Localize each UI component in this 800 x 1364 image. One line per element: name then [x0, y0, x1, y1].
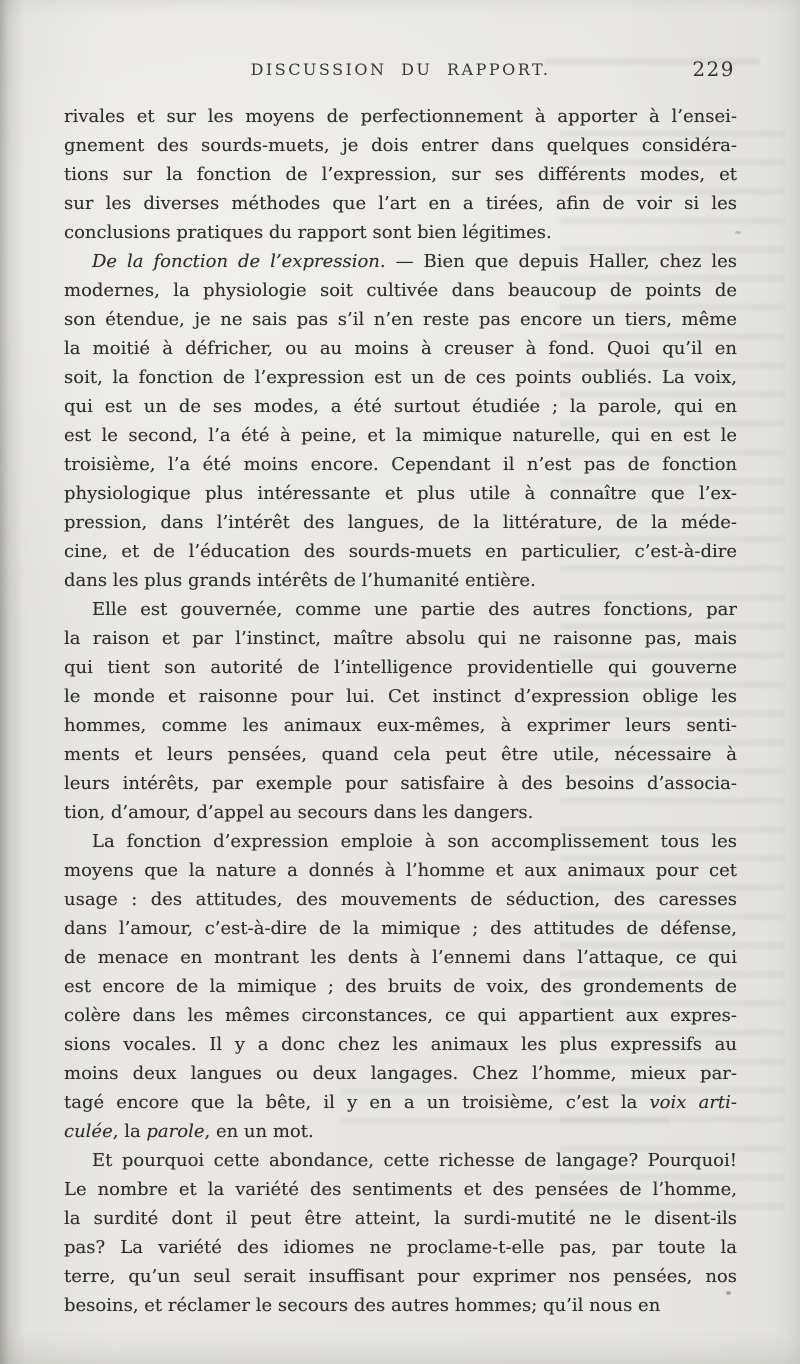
text-line — [64, 363, 737, 392]
text-line — [64, 769, 737, 798]
text-segment: besoins, et réclamer le secours des autres hommes; qu’il nous en — [64, 1295, 661, 1316]
text-line — [64, 131, 737, 160]
text-segment: Elle est gouvernée, comme une partie des autres fonctions, par — [92, 599, 737, 620]
text-segment: est encore de la mimique ; des bruits de voix, des grondements de — [64, 976, 737, 997]
text-segment: modernes, la physiologie soit cultivée dans beaucoup de points de — [64, 280, 737, 301]
text-line — [64, 479, 737, 508]
paragraph — [64, 827, 737, 1146]
text-line — [64, 189, 737, 218]
text-line — [64, 682, 737, 711]
text-line — [64, 972, 737, 1001]
text-segment: le monde et raisonne pour lui. Cet instinct d’expression oblige les — [64, 686, 737, 707]
text-line — [64, 885, 737, 914]
text-segment: tion, d’amour, d’appel au secours dans les dangers. — [64, 802, 534, 823]
text-line — [64, 1059, 737, 1088]
text-segment: qui est un de ses modes, a été surtout étudiée ; la parole, qui en — [64, 396, 737, 417]
text-segment: Et pourquoi cette abondance, cette richesse de langage? Pourquoi! — [92, 1150, 737, 1171]
text-line — [64, 537, 737, 566]
text-line — [64, 1088, 737, 1117]
text-line — [64, 1001, 737, 1030]
paragraph — [64, 247, 737, 595]
text-segment: physiologique plus intéressante et plus utile à connaître que l’ex- — [64, 483, 737, 504]
text-segment: usage : des attitudes, des mouvements de séduction, des caresses — [64, 889, 737, 910]
text-segment: terre, qu’un seul serait insuffisant pour exprimer nos pensées, nos — [64, 1266, 737, 1287]
text-segment: , en un mot. — [204, 1121, 314, 1142]
text-segment: La fonction d’expression emploie à son accomplissement tous les — [92, 831, 737, 852]
text-line — [64, 450, 737, 479]
text-line — [64, 1262, 737, 1291]
text-line — [64, 711, 737, 740]
text-segment: tagé encore que la bête, il y en a un troisième, c’est la — [64, 1092, 650, 1113]
paragraph — [64, 102, 737, 247]
text-segment: la moitié à défricher, ou au moins à creuser à fond. Quoi qu’il en — [64, 338, 737, 359]
text-segment: rivales et sur les moyens de perfectionnement à apporter à l’ensei- — [64, 106, 737, 127]
text-segment: son étendue, je ne sais pas s’il n’en reste pas encore un tiers, même — [64, 309, 737, 330]
text-segment: gnement des sourds-muets, je dois entrer dans quelques considéra- — [64, 135, 737, 156]
page-header — [64, 57, 737, 86]
text-line — [64, 1146, 737, 1175]
paragraph — [64, 595, 737, 827]
text-line — [64, 1204, 737, 1233]
text-segment: soit, la fonction de l’expression est un de ces points oubliés. La voix, — [64, 367, 737, 388]
text-segment: pression, dans l’intérêt des langues, de la littérature, de la méde- — [64, 512, 737, 533]
text-line — [64, 247, 737, 276]
text-segment: dans l’amour, c’est-à-dire de la mimique ; des attitudes de défense, — [64, 918, 737, 939]
paper-speck — [735, 231, 741, 234]
text-segment: Le nombre et la variété des sentiments et des pensées de l’homme, — [64, 1179, 737, 1200]
text-segment: de menace en montrant les dents à l’ennemi dans l’attaque, ce qui — [64, 947, 737, 968]
text-line — [64, 914, 737, 943]
text-segment: colère dans les mêmes circonstances, ce qui appartient aux expres- — [64, 1005, 737, 1026]
text-segment: tions sur la fonction de l’expression, sur ses différents modes, et — [64, 164, 737, 185]
text-line — [64, 421, 737, 450]
text-line — [64, 827, 737, 856]
text-line — [64, 1291, 737, 1320]
text-line — [64, 653, 737, 682]
text-line — [64, 305, 737, 334]
text-line — [64, 624, 737, 653]
italic-text-segment: culée — [64, 1121, 113, 1142]
text-line — [64, 566, 737, 595]
italic-text-segment: voix arti- — [649, 1092, 738, 1113]
text-segment: dans les plus grands intérêts de l’humanité entière. — [64, 570, 536, 591]
text-segment: la surdité dont il peut être atteint, la surdi-mutité ne le disent-ils — [64, 1208, 737, 1229]
text-segment: , la — [112, 1121, 147, 1142]
text-line — [64, 943, 737, 972]
text-line — [64, 856, 737, 885]
text-line — [64, 160, 737, 189]
text-segment: moyens que la nature a donnés à l’homme et aux animaux pour cet — [64, 860, 737, 881]
text-line — [64, 218, 737, 247]
page-text — [64, 102, 737, 1320]
page-number: 229 — [692, 57, 735, 81]
italic-text-segment: De la fonction de l’expression. — [92, 251, 386, 272]
text-segment: — Bien que depuis Haller, chez les — [385, 251, 738, 272]
text-segment: moins deux langues ou deux langages. Chez l’homme, mieux par- — [64, 1063, 737, 1084]
text-line — [64, 102, 737, 131]
text-line — [64, 1117, 737, 1146]
text-segment: est le second, l’a été à peine, et la mimique naturelle, qui en est le — [64, 425, 737, 446]
text-line — [64, 392, 737, 421]
text-segment: cine, et de l’éducation des sourds-muets en particulier, c’est-à-dire — [64, 541, 737, 562]
paragraph — [64, 1146, 737, 1320]
text-segment: troisième, l’a été moins encore. Cependant il n’est pas de fonction — [64, 454, 737, 475]
text-line — [64, 1030, 737, 1059]
text-line — [64, 334, 737, 363]
text-segment: la raison et par l’instinct, maître absolu qui ne raisonne pas, mais — [64, 628, 737, 649]
text-segment: sur les diverses méthodes que l’art en a tirées, afin de voir si les — [64, 193, 737, 214]
running-title: DISCUSSION DU RAPPORT. — [250, 60, 551, 79]
italic-text-segment: parole — [146, 1121, 205, 1142]
text-line — [64, 1175, 737, 1204]
text-segment: sions vocales. Il y a donc chez les animaux les plus expressifs au — [64, 1034, 737, 1055]
text-segment: leurs intérêts, par exemple pour satisfaire à des besoins d’associa- — [64, 773, 737, 794]
text-segment: ments et leurs pensées, quand cela peut être utile, nécessaire à — [64, 744, 737, 765]
text-segment: pas? La variété des idiomes ne proclame-t-elle pas, par toute la — [64, 1237, 737, 1258]
text-line — [64, 798, 737, 827]
text-line — [64, 740, 737, 769]
text-segment: qui tient son autorité de l’intelligence providentielle qui gouverne — [64, 657, 737, 678]
text-line — [64, 595, 737, 624]
text-segment: conclusions pratiques du rapport sont bien légitimes. — [64, 222, 552, 243]
text-line — [64, 508, 737, 537]
text-segment: hommes, comme les animaux eux-mêmes, à exprimer leurs senti- — [64, 715, 737, 736]
text-line — [64, 276, 737, 305]
text-line — [64, 1233, 737, 1262]
paper-speck — [726, 1291, 731, 1295]
